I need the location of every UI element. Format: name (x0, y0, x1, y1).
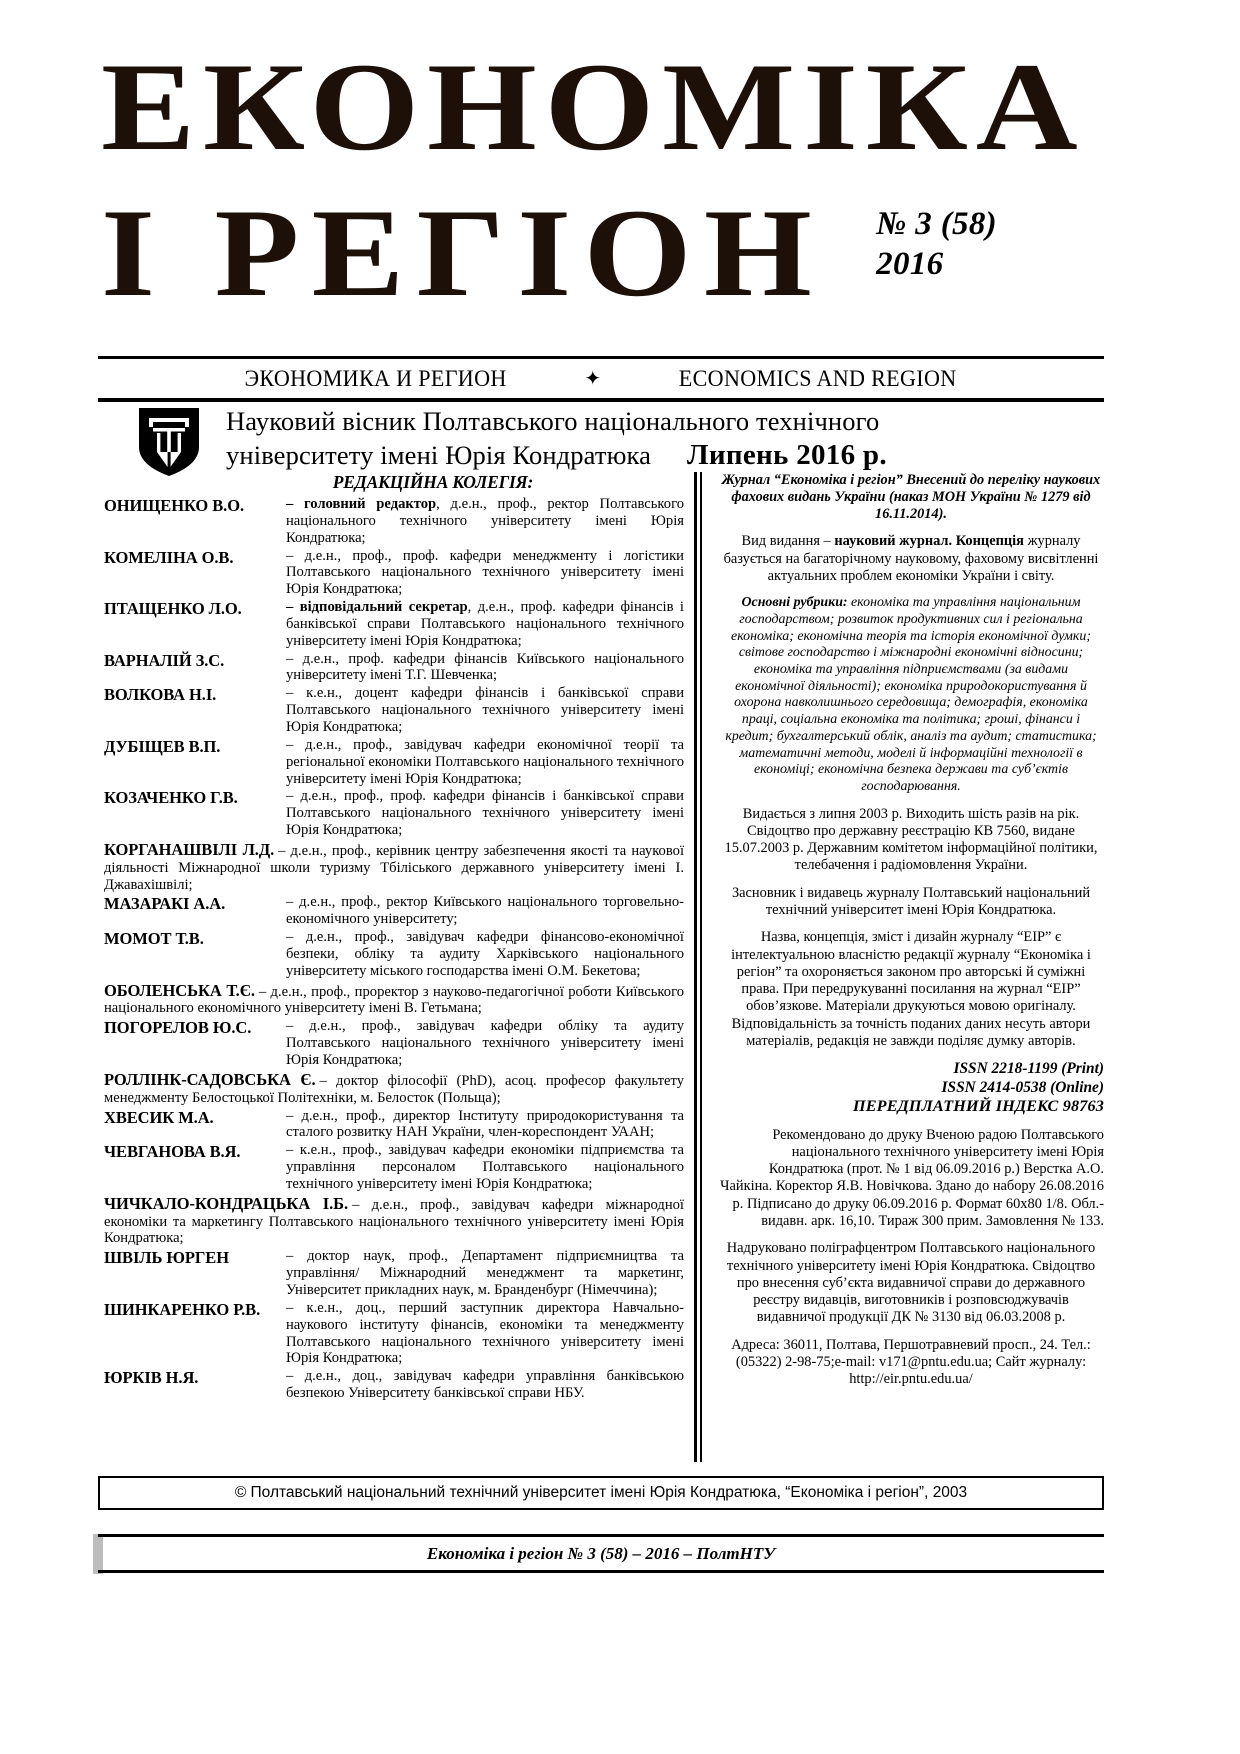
concept-label: Концепція (955, 533, 1024, 550)
editorial-board-member (104, 1194, 684, 1248)
editorial-board-member (104, 548, 684, 599)
member-description: – к.е.н., проф., завідувач кафедри економіки підприємства та управління персоналом Полтавського національного технічного університету імені Юрія Кондратюка; (286, 1142, 684, 1192)
member-name: ШВІЛЬ ЮРГЕН (104, 1248, 229, 1268)
editorial-board-member (104, 1018, 684, 1069)
issue-month: Липень 2016 р. (687, 438, 887, 471)
founder-paragraph: Засновник і видавець журналу Полтавський національний технічний університет імені Юрія Кондратюка. (731, 884, 1091, 918)
member-name: МАЗАРАКІ А.А. (104, 894, 226, 914)
editorial-board-member (104, 1070, 684, 1107)
issue-designation (876, 204, 997, 285)
address-paragraph: Адреса: 36011, Полтава, Першотравневий просп., 24. Тел.: (05322) 2-98-75;e-mail: v171@pntu.edu.ua; Сайт журналу: http://eir.pntu.edu.ua/ (731, 1336, 1091, 1388)
issue-year: 2016 (876, 246, 944, 283)
member-description: – к.е.н., доцент кафедри фінансів і банківської справи Полтавського національного технічного університету імені Юрія Кондратюка; (286, 685, 684, 735)
registry-note: Журнал “Економіка і регіон” Внесений до переліку наукових фахових видань України (наказ МОН України № 1279 від 16.11.2014). (721, 472, 1101, 523)
member-name: ШИНКАРЕНКО Р.В. (104, 1299, 261, 1319)
member-description-text: , д.е.н., проф. кафедри фінансів і банківської справи Полтавського національного технічного університету імені Юрія Кондратюка; (286, 599, 684, 649)
editorial-board-member (104, 1142, 684, 1193)
member-description: – д.е.н., проф., керівник центру забезпечення якості та наукової діяльності Міжнародної школи туризму Тбіліського державного університету імені І. Джавахішвілі; (104, 842, 684, 893)
editorial-board-list (104, 496, 684, 1402)
member-name: КОМЕЛІНА О.В. (104, 547, 234, 567)
column-divider (694, 472, 702, 1462)
concept-text: журналу базується на багаторічному науковому, фаховому висвітленні актуальних проблем економіки України і світу. (723, 533, 1099, 585)
masthead (95, 38, 1105, 342)
member-description: – доктор філософії (PhD), асоц. професор факультету менеджменту Белостоцької Політехніки, м. Белосток (Польща); (104, 1072, 684, 1106)
bilingual-title-bar (98, 360, 1104, 398)
copyright-bar: © Полтавський національний технічний університет імені Юрія Кондратюка, “Економіка і регіон”, 2003 (98, 1476, 1104, 1510)
rubrics-paragraph (718, 595, 1104, 795)
rubrics-text: економіка та управління національним господарством; розвиток продуктивних сил і регіональна економіка; економічна теорія та історія економічної думки; світове господарство і міжнародні економічні відносини; економіка та управління підприємствами (за видами економічної діяльності); економіка природокористування й охорона навколишнього середовища; демографія, економіка праці, соціальна економіка та політика; гроші, фінанси і кредит; бухгалтерський облік, аналіз та аудит; статистика; математичні методи, моделі й інформаційні технології в економіці; економічна безпека держави та суб’єктів господарювання. (725, 595, 1097, 794)
member-text (104, 840, 684, 894)
production-paragraph: Рекомендовано до друку Вченою радою Полтавського національного технічного університету імені Юрія Кондратюка (прот. № 1 від 06.09.2016 р.) Верстка А.О. Чайкіна. Коректор Я.В. Новічкова. Здано до набору 26.08.2016 р. Підписано до друку 06.09.2016 р. Формат 60х80 1/8. Обл.-видавн. арк. 16,10. Тираж 300 прим. Замовлення № 133. (720, 1126, 1104, 1230)
member-description: – к.е.н., доц., перший заступник директора Навчально-наукового інституту фінансів, економіки та менеджменту Полтавського національного технічного університету імені Юрія Кондратюка; (286, 1299, 684, 1367)
member-text (104, 1070, 684, 1107)
member-description (286, 599, 684, 650)
editorial-board-member (104, 1368, 684, 1402)
member-description (286, 496, 684, 547)
member-text (104, 1194, 684, 1248)
member-description: – д.е.н., доц., завідувач кафедри управління банківською безпекою Університету банківської справи НБУ. (286, 1368, 684, 1402)
diamond-ornament-icon: ✦ (584, 368, 602, 390)
editorial-board-column (104, 472, 684, 1403)
member-description: – д.е.н., проф. кафедри фінансів Київського національного університету імені Т.Г. Шевченка; (286, 650, 684, 684)
editorial-board-member (104, 894, 684, 928)
member-name: ЧИЧКАЛО-КОНДРАЦЬКА І.Б. (104, 1193, 349, 1213)
member-name: ПТАЩЕНКО Л.О. (104, 599, 242, 619)
poltava-ntu-shield-logo-icon (138, 407, 200, 477)
member-description: – д.е.н., проф., завідувач кафедри обліку та аудиту Полтавського національного технічного університету імені Юрія Кондратюка; (286, 1018, 684, 1068)
title-russian: ЭКОНОМИКА И РЕГИОН (244, 366, 507, 391)
member-name: МОМОТ Т.В. (104, 929, 204, 949)
member-description-text: , д.е.н., проф., ректор Полтавського національного технічного університету імені Юрія Кондратюка; (286, 496, 684, 546)
publication-type-and-concept (718, 533, 1104, 585)
editorial-board-member (104, 651, 684, 685)
journal-title-line-2: І РЕГІОН (101, 184, 825, 323)
member-name: ВАРНАЛІЙ З.С. (104, 650, 225, 670)
issue-number: № 3 (58) (876, 206, 997, 242)
issn-block (718, 1060, 1104, 1116)
member-name: ОБОЛЕНСЬКА Т.Є. (104, 980, 255, 1000)
member-name: ПОГОРЕЛОВ Ю.С. (104, 1018, 252, 1038)
footer-rule-bottom (98, 1570, 1104, 1573)
journal-title-line-1: ЕКОНОМІКА (101, 38, 1086, 177)
member-name: ЧЕВГАНОВА В.Я. (104, 1142, 241, 1162)
member-description: – д.е.н., проф., проф. кафедри менеджменту і логістики Полтавського національного технічного університету імені Юрія Кондратюка; (286, 547, 684, 598)
member-description: – д.е.н., проф., проф. кафедри фінансів і банківської справи Полтавського національного технічного університету імені Юрія Кондратюка; (286, 788, 684, 839)
editorial-board-member (104, 737, 684, 788)
issn-online: ISSN 2414-0538 (Online) (941, 1078, 1104, 1096)
subtitle-line-2: університету імені Юрія Кондратюка (226, 439, 651, 470)
editorial-board-member (104, 1300, 684, 1367)
registration-paragraph: Видається з липня 2003 р. Виходить шість разів на рік. Свідоцтво про державну реєстрацію КВ 7560, видане 15.07.2003 р. Державним комітетом інформаційної політики, телебачення і радіомовлення України. (724, 805, 1098, 874)
editorial-board-member (104, 929, 684, 980)
editorial-board-member (104, 788, 684, 839)
bilingual-bar-rule-top (98, 356, 1104, 359)
editorial-board-member (104, 840, 684, 894)
editorial-board-member (104, 1108, 684, 1142)
editorial-board-heading: РЕДАКЦІЙНА КОЛЕГІЯ: (332, 472, 534, 492)
subtitle-block (226, 405, 996, 474)
body-columns (98, 472, 1104, 1478)
editorial-board-member (104, 685, 684, 736)
printer-paragraph: Надруковано поліграфцентром Полтавського національного технічного університету імені Юрія Кондратюка. Свідоцтво про внесення суб’єкта видавничої справи до державного реєстру видавців, виготовників і розповсюджувачів видавничої продукції ДК № 3130 від 06.03.2008 р. (726, 1240, 1096, 1326)
member-name: ХВЕСИК М.А. (104, 1107, 214, 1127)
publication-type-label: Вид видання – (741, 533, 835, 550)
issn-print: ISSN 2218-1199 (Print) (953, 1060, 1104, 1078)
editorial-board-member (104, 1248, 684, 1299)
imprint-column (718, 472, 1104, 1399)
editorial-board-member (104, 599, 684, 650)
publication-type-value: науковий журнал. (834, 533, 953, 550)
rubrics-label: Основні рубрики: (741, 595, 848, 611)
member-description: – д.е.н., проф., завідувач кафедри міжнародної економіки та маркетингу Полтавського національного технічного університету імені Юрія Кондратюка; (104, 1196, 684, 1247)
member-description: – д.е.н., проф., ректор Київського національного торговельно-економічного університету; (286, 894, 684, 928)
member-description: – д.е.н., проф., директор Інституту природокористування та сталого розвитку НАН України, член-кореспондент УААН; (286, 1107, 684, 1141)
member-description: – д.е.н., проф., завідувач кафедри фінансово-економічної безпеки, обліку та аудиту Харківського національного університету міського господарства імені О.М. Бекетова; (286, 929, 684, 979)
member-description: – доктор наук, проф., Департамент підприємництва та управління/ Міжнародний менеджмент та маркетинг, Університет прикладних наук, м. Бранденбург (Німеччина); (286, 1248, 684, 1298)
subscription-index: ПЕРЕДПЛАТНИЙ ІНДЕКС 98763 (852, 1097, 1104, 1116)
member-text (104, 981, 684, 1018)
subtitle-row (98, 406, 1104, 471)
member-role: – відповідальний секретар (286, 599, 468, 616)
editorial-board-member (104, 496, 684, 547)
member-name: ЮРКІВ Н.Я. (104, 1368, 199, 1388)
subtitle-line-1: Науковий вісник Полтавського національного технічного (226, 406, 880, 436)
member-name: РОЛЛІНК-САДОВСЬКА Є. (104, 1069, 316, 1089)
member-description: – д.е.н., проф., завідувач кафедри економічної теорії та регіональної економіки Полтавського національного технічного університету імені Юрія Кондратюка; (286, 736, 684, 787)
title-english: ECONOMICS AND REGION (679, 366, 957, 391)
member-name: ДУБІЩЕВ В.П. (104, 736, 221, 756)
member-name: КОЗАЧЕНКО Г.В. (104, 788, 238, 808)
member-description: – д.е.н., проф., проректор з науково-педагогічної роботи Київського національного економічного університету імені В. Гетьмана; (104, 983, 684, 1017)
member-name: КОРГАНАШВІЛІ Л.Д. (104, 839, 275, 859)
bilingual-bar-rule-bottom (98, 398, 1104, 402)
editorial-board-member (104, 981, 684, 1018)
copyright-notice-paragraph: Назва, концепція, зміст і дизайн журналу “ЕІР” є інтелектуальною власністю редакції журналу “Економіка і регіон” та охороняється законом про авторські й суміжні права. При передрукуванні посилання на журнал “ЕІР” обов’язкове. Матеріали друкуються мовою оригіналу. Відповідальність за точність поданих даних несуть автори матеріалів, редакція не завжди поділяє думку авторів. (731, 929, 1091, 1049)
member-role: – головний редактор (286, 496, 437, 512)
page-footer: Економіка і регіон № 3 (58) – 2016 – ПолтНТУ (426, 1543, 776, 1563)
member-name: ОНИЩЕНКО В.О. (104, 496, 244, 515)
member-name: ВОЛКОВА Н.І. (104, 685, 217, 705)
